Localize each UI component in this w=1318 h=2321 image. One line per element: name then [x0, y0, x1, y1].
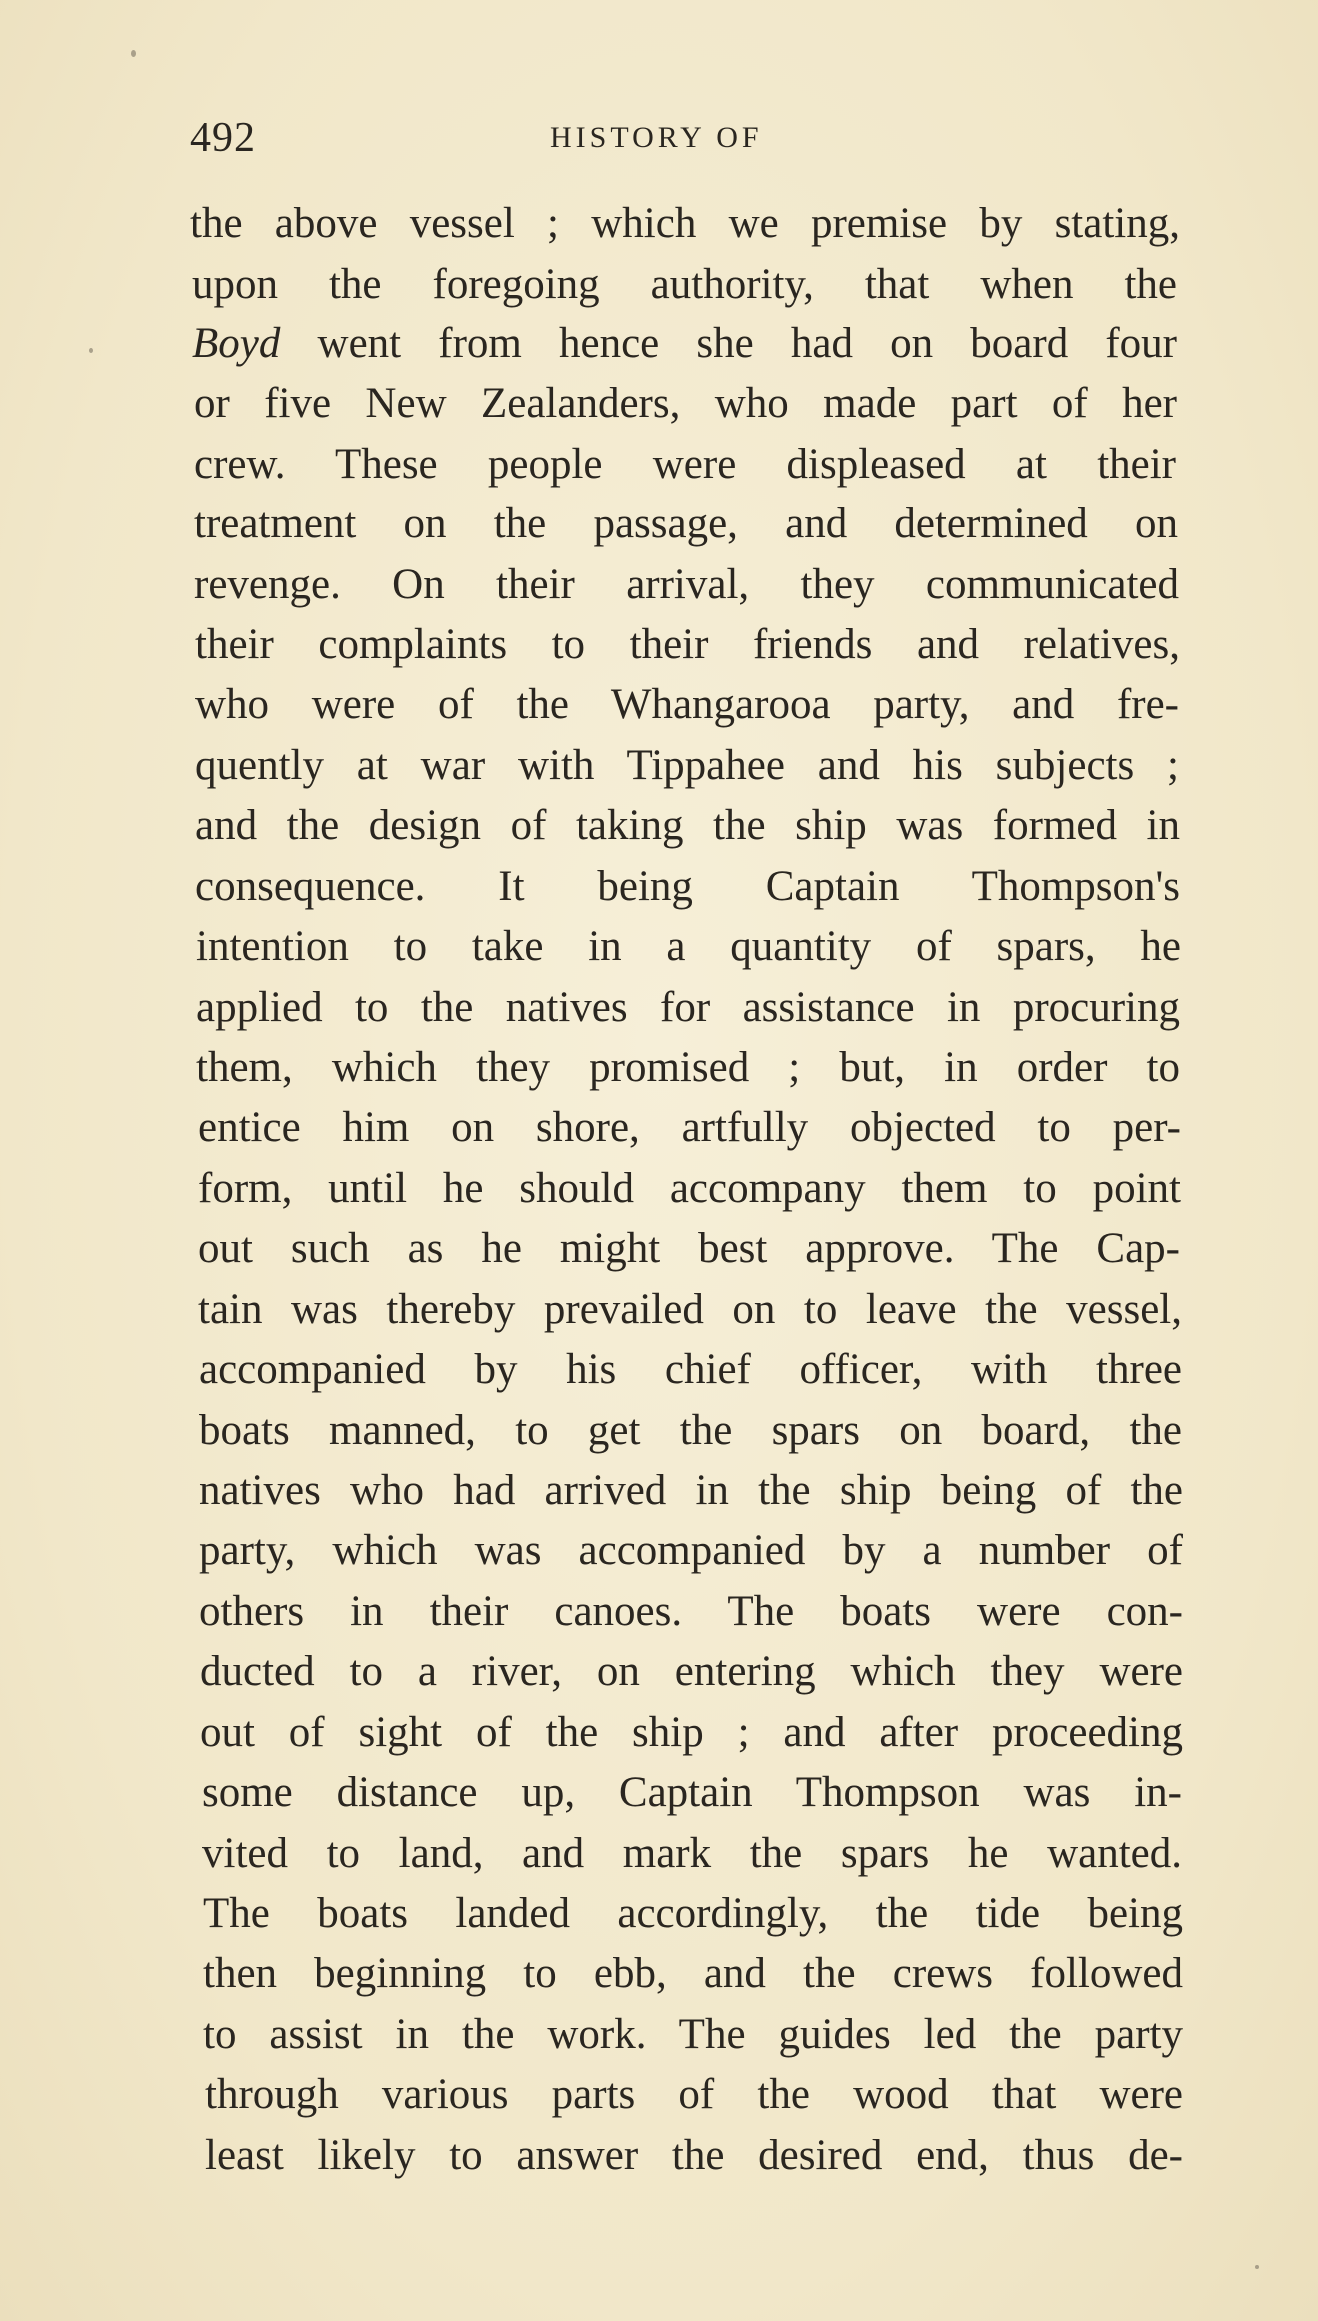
text-line: tain was thereby prevailed on to leave the vessel, [198, 1286, 1182, 1333]
text-line: crew. These people were displeased at their [194, 441, 1176, 488]
text-line: applied to the natives for assistance in procuring [196, 984, 1180, 1031]
text-line: vited to land, and mark the spars he wanted. [202, 1830, 1182, 1877]
paper-speck [89, 348, 93, 353]
text-line: some distance up, Captain Thompson was in- [202, 1769, 1182, 1816]
text-line: through various parts of the wood that were [205, 2071, 1183, 2118]
text-line: them, which they promised ; but, in order to [196, 1044, 1180, 1091]
text-line: and the design of taking the ship was formed in [195, 802, 1180, 849]
text-line: consequence. It being Captain Thompson's [195, 863, 1180, 910]
text-line: ducted to a river, on entering which they were [200, 1648, 1183, 1695]
text-line: accompanied by his chief officer, with three [199, 1346, 1182, 1393]
text-line: treatment on the passage, and determined on [194, 500, 1178, 547]
paper-speck [1255, 2265, 1259, 2269]
text-line: entice him on shore, artfully objected to per- [198, 1104, 1181, 1151]
text-line: quently at war with Tippahee and his subjects ; [195, 742, 1179, 789]
text-line: then beginning to ebb, and the crews followed [203, 1950, 1183, 1997]
text-line: out such as he might best approve. The Cap- [198, 1225, 1180, 1272]
text-line: upon the foregoing authority, that when the [192, 261, 1177, 308]
ship-name: Boyd [192, 320, 281, 367]
paper-speck [131, 50, 136, 57]
text-line-rest: went from hence she had on board four [317, 320, 1177, 367]
text-line: party, which was accompanied by a number of [199, 1527, 1183, 1574]
text-line: intention to take in a quantity of spars, he [196, 923, 1181, 970]
text-line: or five New Zealanders, who made part of her [194, 380, 1177, 427]
page-number: 492 [190, 115, 256, 161]
text-line: who were of the Whangarooa party, and fre- [195, 681, 1179, 728]
text-line: form, until he should accompany them to point [198, 1165, 1181, 1212]
text-line [192, 314, 1177, 374]
text-line: others in their canoes. The boats were con- [199, 1588, 1183, 1635]
text-line: out of sight of the ship ; and after proceeding [200, 1709, 1183, 1756]
text-line: the above vessel ; which we premise by stating, [190, 200, 1180, 247]
text-line: revenge. On their arrival, they communicated [194, 561, 1179, 608]
running-head: HISTORY OF [550, 121, 763, 154]
text-line: The boats landed accordingly, the tide being [203, 1890, 1183, 1937]
text-line: natives who had arrived in the ship being of the [199, 1467, 1183, 1514]
text-line: boats manned, to get the spars on board, the [199, 1407, 1182, 1454]
text-line: to assist in the work. The guides led the party [203, 2011, 1183, 2058]
text-line: least likely to answer the desired end, thus de- [205, 2132, 1183, 2179]
text-line: their complaints to their friends and relatives, [195, 621, 1180, 668]
